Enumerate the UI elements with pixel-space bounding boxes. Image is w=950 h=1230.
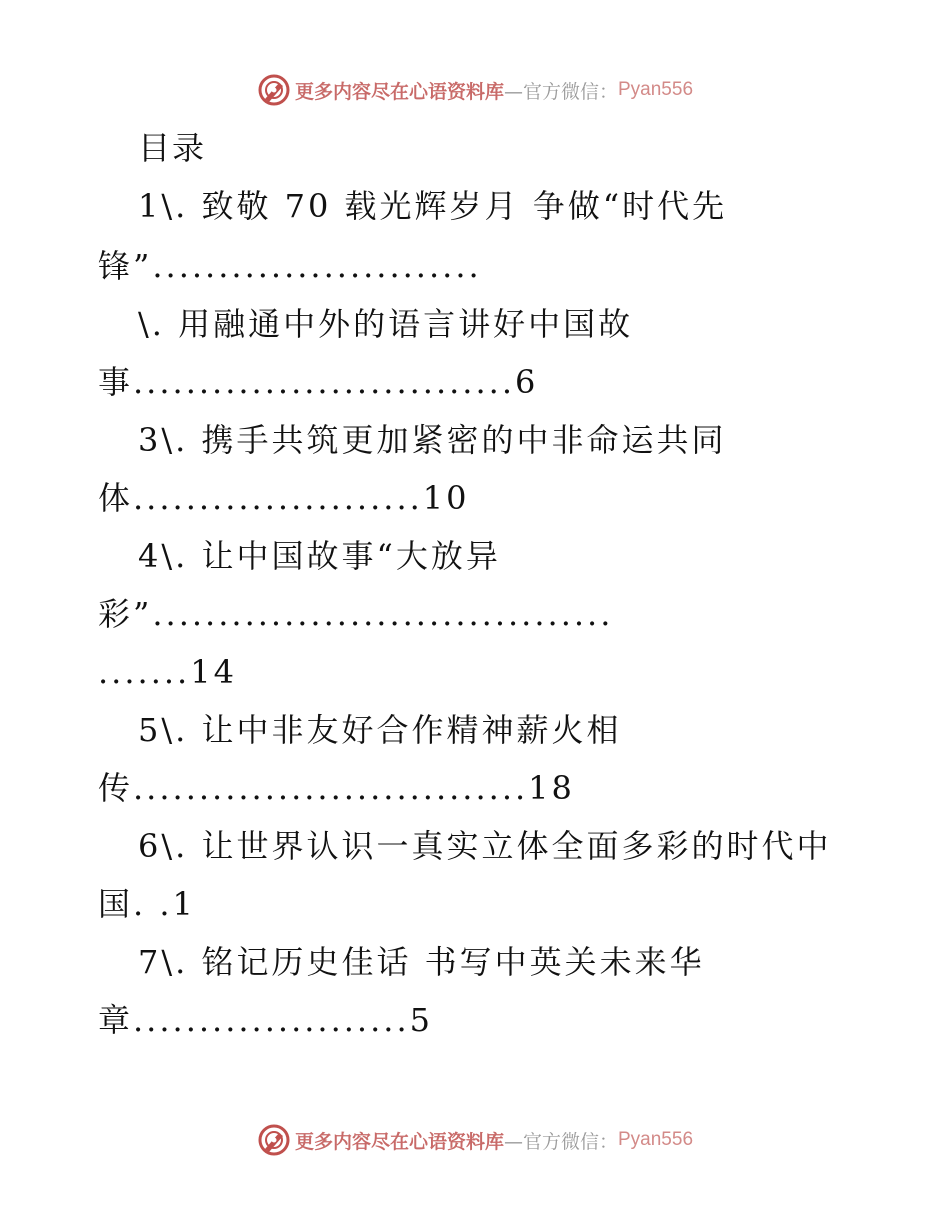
banner-wechat-id: Pyan556 — [618, 1129, 694, 1150]
banner-sub-text: —官方微信： — [503, 1130, 618, 1153]
header-banner — [0, 70, 950, 110]
toc-entry-2-leader[interactable]: 事.............................6 — [98, 363, 539, 401]
banner-wechat-id: Pyan556 — [618, 79, 694, 100]
pen-logo-icon — [257, 1123, 291, 1157]
toc-entry-2-title[interactable]: \. 用融通中外的语言讲好中国故 — [138, 305, 634, 343]
toc-entry-6-leader[interactable]: 国. .1 — [98, 885, 196, 923]
banner-main-text: 更多内容尽在心语资料库 — [294, 80, 504, 103]
toc-heading: 目录 — [138, 129, 207, 167]
toc-entry-1-leader[interactable]: 锋”......................... — [98, 247, 482, 285]
footer-banner — [0, 1120, 950, 1160]
toc-entry-3-title[interactable]: 3\. 携手共筑更加紧密的中非命运共同 — [138, 421, 727, 459]
toc-entry-4-title[interactable]: 4\. 让中国故事“大放异 — [138, 537, 501, 575]
toc-entry-4-leader-cont[interactable]: .......14 — [98, 653, 237, 691]
banner-sub-text: —官方微信： — [503, 80, 618, 103]
toc-entry-6-title[interactable]: 6\. 让世界认识一真实立体全面多彩的时代中 — [138, 827, 832, 865]
toc-entry-3-leader[interactable]: 体......................10 — [98, 479, 470, 517]
toc-entry-5-leader[interactable]: 传..............................18 — [98, 769, 575, 807]
toc-entry-1-title[interactable]: 1\. 致敬 70 载光辉岁月 争做“时代先 — [138, 187, 728, 225]
pen-logo-icon — [257, 73, 291, 107]
toc-entry-7-title[interactable]: 7\. 铭记历史佳话 书写中英关未来华 — [138, 943, 705, 981]
toc-entry-4-leader[interactable]: 彩”................................... — [98, 595, 614, 633]
toc-entry-7-leader[interactable]: 章.....................5 — [98, 1001, 433, 1039]
toc-entry-5-title[interactable]: 5\. 让中非友好合作精神薪火相 — [138, 711, 622, 749]
banner-main-text: 更多内容尽在心语资料库 — [294, 1130, 504, 1153]
